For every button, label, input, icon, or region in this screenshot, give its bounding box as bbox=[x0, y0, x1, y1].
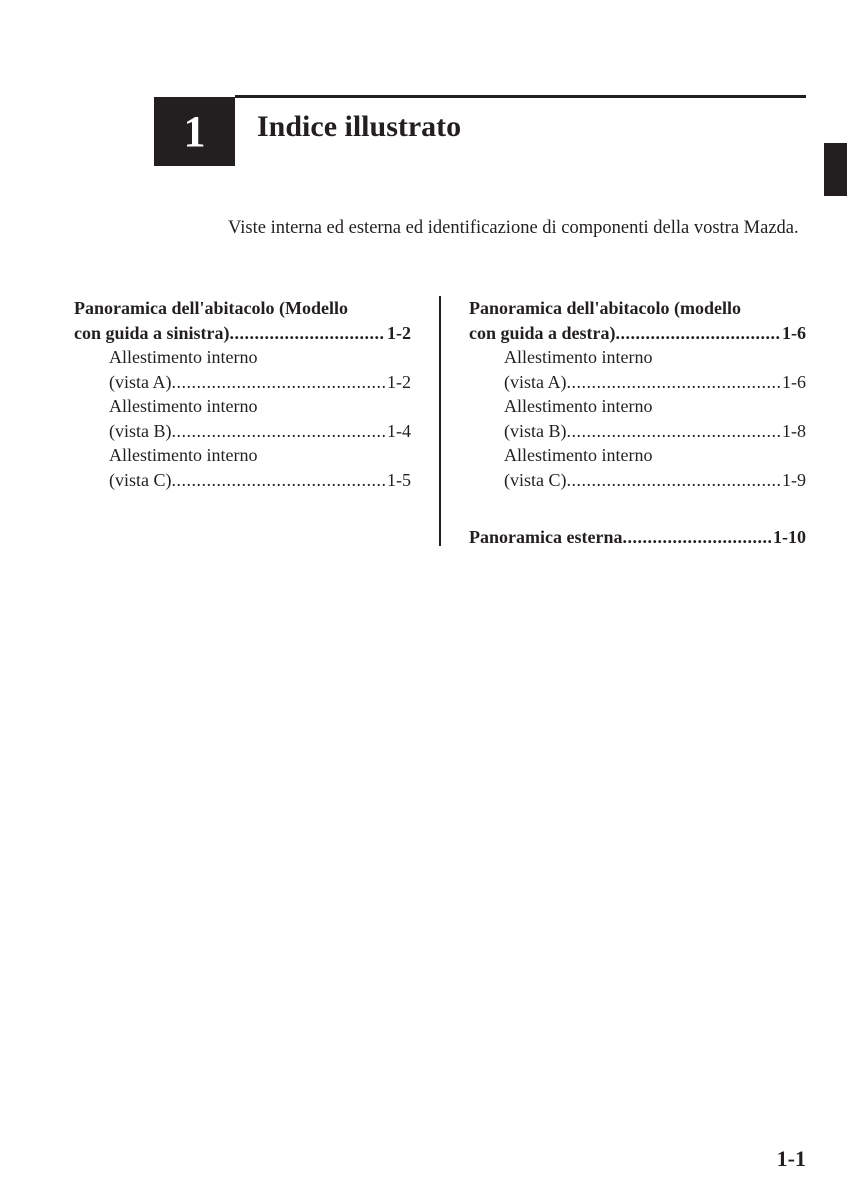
intro-text: Viste interna ed esterna ed identificazione di componenti della vostra Mazda. bbox=[228, 218, 799, 238]
toc-page-ref: 1-8 bbox=[782, 420, 806, 441]
toc-page-ref: 1-9 bbox=[782, 469, 806, 490]
toc-page-ref: 1-5 bbox=[387, 469, 411, 490]
toc-entry-label: Allestimento interno bbox=[504, 445, 653, 465]
toc-exterior-link[interactable] bbox=[469, 525, 806, 550]
toc-entry-label: Allestimento interno bbox=[109, 347, 258, 367]
toc-entry-sublabel: (vista A) bbox=[109, 371, 172, 392]
toc-entry-link[interactable] bbox=[74, 419, 411, 444]
dot-leader bbox=[230, 321, 385, 346]
toc-entry-link[interactable] bbox=[469, 468, 806, 493]
toc-heading-line: Panoramica dell'abitacolo (modello bbox=[469, 298, 741, 318]
chapter-title: Indice illustrato bbox=[257, 110, 462, 143]
toc-entry-label: Allestimento interno bbox=[109, 396, 258, 416]
chapter-number: 1 bbox=[183, 107, 206, 156]
toc-entry-sublabel: (vista B) bbox=[109, 420, 172, 441]
toc-heading-label: con guida a destra) bbox=[469, 322, 616, 343]
toc-page-ref: 1-10 bbox=[773, 527, 806, 547]
toc-entry-label: Allestimento interno bbox=[504, 396, 653, 416]
toc-entry-link[interactable] bbox=[74, 370, 411, 395]
toc-entry-sublabel: (vista B) bbox=[504, 420, 567, 441]
header-rule bbox=[235, 95, 806, 98]
dot-leader bbox=[616, 321, 780, 346]
toc-heading-line: Panoramica dell'abitacolo (Modello bbox=[74, 298, 348, 318]
toc-page-ref: 1-2 bbox=[387, 371, 411, 392]
toc-entry-link[interactable] bbox=[469, 419, 806, 444]
toc-heading-link[interactable] bbox=[469, 321, 806, 346]
page-number: 1-1 bbox=[776, 1146, 806, 1171]
toc-page-ref: 1-2 bbox=[387, 322, 411, 343]
toc-exterior-label: Panoramica esterna bbox=[469, 527, 623, 547]
toc-right-column bbox=[469, 296, 806, 550]
toc-heading-label: con guida a sinistra) bbox=[74, 322, 230, 343]
toc-page-ref: 1-4 bbox=[387, 420, 411, 441]
toc-page-ref: 1-6 bbox=[782, 322, 806, 343]
toc-entry-label: Allestimento interno bbox=[504, 347, 653, 367]
toc-page-ref: 1-6 bbox=[782, 371, 806, 392]
toc-entry-sublabel: (vista C) bbox=[109, 469, 172, 490]
column-divider bbox=[439, 296, 441, 546]
chapter-tab-marker bbox=[824, 143, 847, 196]
dot-leader bbox=[172, 419, 386, 444]
dot-leader bbox=[172, 468, 386, 493]
toc-heading-link[interactable] bbox=[74, 321, 411, 346]
toc-entry-label: Allestimento interno bbox=[109, 445, 258, 465]
toc-entry-link[interactable] bbox=[74, 468, 411, 493]
dot-leader bbox=[172, 370, 386, 395]
section-spacer bbox=[469, 492, 806, 525]
dot-leader bbox=[567, 370, 781, 395]
toc-left-column bbox=[74, 296, 411, 492]
toc-entry-sublabel: (vista A) bbox=[504, 371, 567, 392]
toc-entry-link[interactable] bbox=[469, 370, 806, 395]
dot-leader bbox=[567, 468, 781, 493]
toc-entry-sublabel: (vista C) bbox=[504, 469, 567, 490]
dot-leader bbox=[567, 419, 781, 444]
dot-leader bbox=[622, 525, 771, 550]
chapter-number-box bbox=[154, 97, 235, 166]
